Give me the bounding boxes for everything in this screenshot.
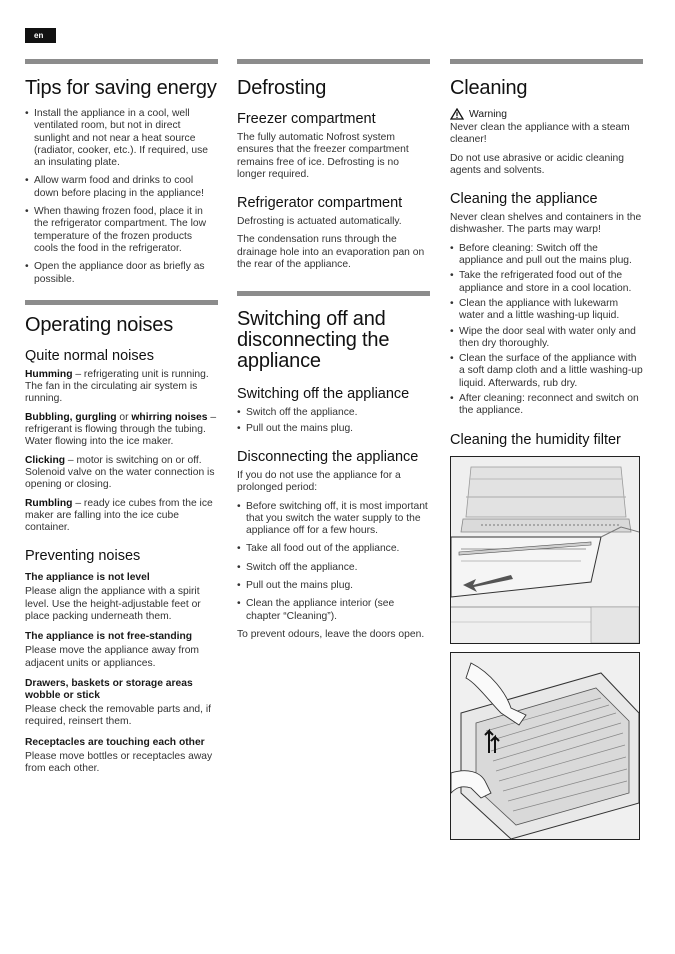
section-rule bbox=[450, 59, 643, 64]
list-item: • Clean the surface of the appliance with a soft damp cloth and a little washing-up liquid. Afterwards, rub dry. bbox=[450, 353, 643, 390]
language-tab: en bbox=[25, 28, 56, 43]
illustration-humidity-filter bbox=[450, 652, 640, 840]
noise-term: Humming bbox=[25, 368, 73, 380]
cleaning-appliance-heading: Cleaning the appliance bbox=[450, 191, 598, 208]
switch-off-heading: Switching off the appliance bbox=[237, 386, 410, 403]
freezer-heading: Freezer compartment bbox=[237, 111, 376, 127]
section-rule bbox=[25, 59, 218, 64]
humidity-filter-heading: Cleaning the humidity filter bbox=[450, 431, 621, 448]
noise-entry bbox=[25, 369, 218, 406]
cleaning-intro: Never clean shelves and containers in the dishwasher. The parts may warp! bbox=[450, 212, 642, 236]
list-item: • Before switching off, it is most important that you switch the water supply to the appliance off for a few hours. bbox=[237, 501, 430, 538]
list-item: • When thawing frozen food, place it in the refrigerator compartment. The low temperature of the frozen products cools the food in the refrigerator. bbox=[25, 206, 218, 255]
noise-joiner: or bbox=[116, 411, 132, 423]
noises-heading: Operating noises bbox=[25, 313, 174, 336]
problem-heading: The appliance is not level bbox=[25, 572, 150, 584]
defrosting-heading: Defrosting bbox=[237, 77, 327, 99]
illustration-remove-drawer bbox=[450, 456, 640, 644]
noise-text: – refrigerant is flowing through the tubing. Water flowing into the ice maker. bbox=[25, 411, 217, 448]
noise-entry bbox=[25, 498, 218, 535]
section-rule bbox=[237, 291, 430, 296]
switching-off-heading: Switching off and disconnecting the appliance bbox=[237, 308, 390, 373]
problem-heading: Receptacles are touching each other bbox=[25, 736, 205, 748]
cleaning-heading: Cleaning bbox=[450, 77, 528, 99]
list-item: • Pull out the mains plug. bbox=[237, 423, 430, 435]
preventing-noises-heading: Preventing noises bbox=[25, 548, 141, 565]
warning-label bbox=[450, 108, 643, 120]
list-item: • Switch off the appliance. bbox=[237, 407, 430, 419]
problem-heading: Drawers, baskets or storage areas wobble or stick bbox=[25, 677, 193, 701]
noise-term: Bubbling, gurgling bbox=[25, 411, 117, 423]
problem-heading: The appliance is not free-standing bbox=[25, 631, 193, 643]
warning-triangle-icon bbox=[450, 108, 464, 120]
tips-list bbox=[25, 108, 218, 286]
disconnect-list bbox=[237, 501, 430, 623]
switch-off-list bbox=[237, 407, 430, 435]
noise-entry bbox=[25, 455, 218, 492]
list-item: • Clean the appliance interior (see chapter “Cleaning”). bbox=[237, 598, 430, 623]
list-item: • Wipe the door seal with water only and then dry thoroughly. bbox=[450, 326, 643, 351]
fridge-text: Defrosting is actuated automatically. bbox=[237, 216, 402, 228]
disconnect-heading: Disconnecting the appliance bbox=[237, 448, 419, 465]
noise-entry bbox=[25, 412, 218, 449]
column-middle bbox=[237, 59, 430, 647]
column-right bbox=[450, 59, 643, 840]
list-item: • Take all food out of the appliance. bbox=[237, 543, 430, 555]
section-rule bbox=[25, 300, 218, 305]
noise-text: – refrigerating unit is running. The fan in the circulating air system is running. bbox=[25, 368, 209, 405]
normal-noises-heading: Quite normal noises bbox=[25, 347, 154, 364]
disconnect-outro: To prevent odours, leave the doors open. bbox=[237, 628, 425, 640]
noise-term: Rumbling bbox=[25, 497, 73, 509]
problem-text: Please check the removable parts and, if required, reinsert them. bbox=[25, 703, 212, 728]
list-item: • Allow warm food and drinks to cool down before placing in the appliance! bbox=[25, 175, 218, 200]
fridge-text: The condensation runs through the drainage hole into an evaporation pan on the rear of the appliance. bbox=[237, 234, 425, 271]
noise-text: – ready ice cubes from the ice maker are falling into the ice cube container. bbox=[25, 497, 213, 534]
noise-term: Clicking bbox=[25, 454, 66, 466]
problem-text: Please move the appliance away from adjacent units or appliances. bbox=[25, 645, 199, 669]
noise-text: – motor is switching on or off. Solenoid valve on the water connection is opening or closing. bbox=[25, 454, 215, 491]
section-rule bbox=[237, 59, 430, 64]
cleaning-list bbox=[450, 243, 643, 418]
list-item: • Switch off the appliance. bbox=[237, 562, 430, 574]
warning-text: Warning bbox=[469, 108, 507, 120]
fridge-heading: Refrigerator compartment bbox=[237, 195, 403, 212]
list-item: • Clean the appliance with lukewarm water and a little washing-up liquid. bbox=[450, 298, 643, 323]
noise-term: whirring noises bbox=[131, 411, 208, 423]
list-item: • Take the refrigerated food out of the appliance and store in a cool location. bbox=[450, 270, 643, 295]
freezer-text: The fully automatic Nofrost system ensures that the freezer compartment remains free of ice. Defrosting is no longer required. bbox=[237, 132, 409, 180]
list-item: • Install the appliance in a cool, well ventilated room, but not in direct sunlight and not near a heat source (radiator, cooker, etc.). If required, use an insulating plate. bbox=[25, 108, 218, 169]
list-item: • Before cleaning: Switch off the appliance and pull out the mains plug. bbox=[450, 243, 643, 268]
list-item: • Open the appliance door as briefly as possible. bbox=[25, 261, 218, 286]
disconnect-intro: If you do not use the appliance for a prolonged period: bbox=[237, 469, 401, 494]
warning-paragraph: Never clean the appliance with a steam cleaner! bbox=[450, 122, 630, 146]
column-left bbox=[25, 59, 218, 781]
problem-text: Please align the appliance with a spirit level. Use the height-adjustable feet or place packing underneath them. bbox=[25, 586, 201, 623]
list-item: • After cleaning: reconnect and switch on the appliance. bbox=[450, 393, 643, 418]
list-item: • Pull out the mains plug. bbox=[237, 580, 430, 592]
problem-text: Please move bottles or receptacles away from each other. bbox=[25, 750, 213, 774]
warning-paragraph: Do not use abrasive or acidic cleaning agents and solvents. bbox=[450, 152, 625, 176]
tips-heading: Tips for saving energy bbox=[25, 77, 217, 99]
